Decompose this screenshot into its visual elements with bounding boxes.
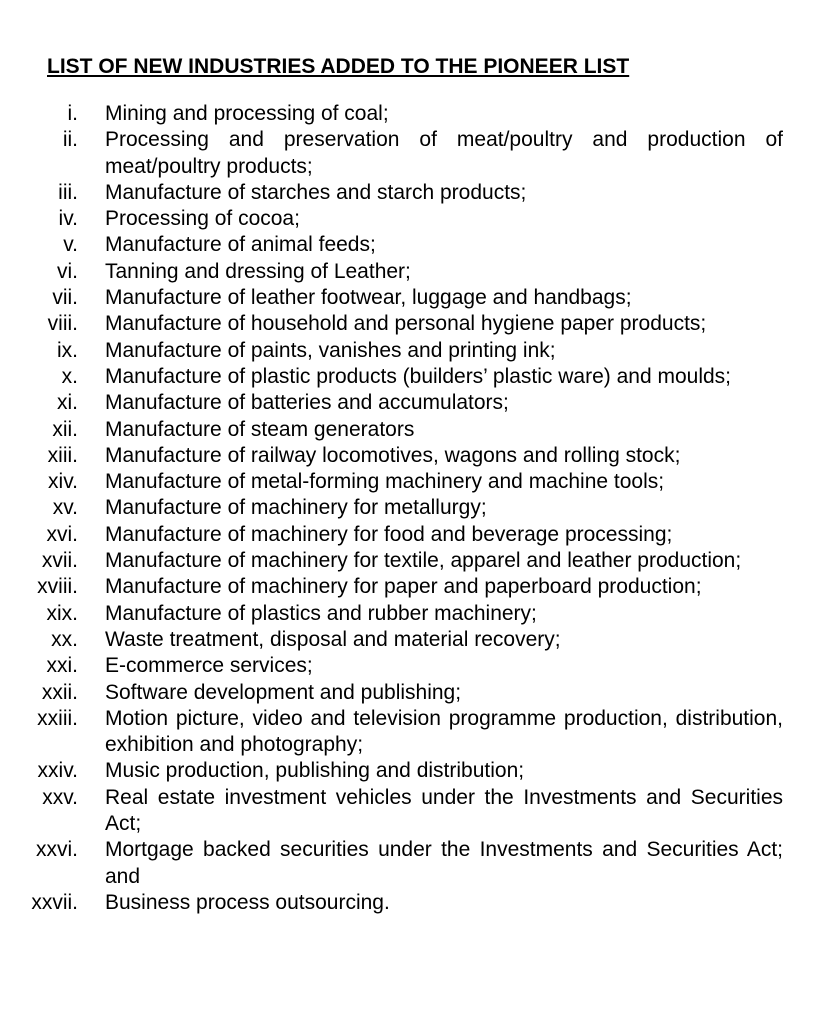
item-number: xxv. (42, 785, 78, 809)
list-item (0, 469, 837, 495)
list-item (0, 495, 837, 521)
item-text: Manufacture of batteries and accumulators; (105, 391, 509, 415)
item-number: xxi. (46, 654, 78, 678)
page-title: LIST OF NEW INDUSTRIES ADDED TO THE PIONEER LIST (47, 55, 630, 78)
item-number: viii. (47, 312, 78, 336)
item-number: xiv. (48, 470, 78, 494)
item-number: ii. (62, 128, 78, 152)
list-item (0, 259, 837, 285)
item-number: xx. (51, 627, 78, 651)
list-item (0, 364, 837, 390)
list-item (0, 548, 837, 574)
item-number: ix. (57, 338, 78, 362)
item-number: xxiv. (37, 759, 78, 783)
list-item (0, 232, 837, 258)
item-text: Mortgage backed securities under the Investments and Securities Act; and (105, 838, 783, 888)
list-item (0, 706, 837, 759)
item-number: xviii. (37, 575, 78, 599)
item-text: Manufacture of leather footwear, luggage and handbags; (105, 286, 632, 310)
item-text: Waste treatment, disposal and material recovery; (105, 627, 561, 651)
item-text: Manufacture of starches and starch products; (105, 180, 527, 204)
item-number: xiii. (47, 443, 78, 467)
list-item (0, 390, 837, 416)
item-text: Motion picture, video and television programme production, distribution, exhibition and photography; (105, 706, 783, 757)
list-item (0, 338, 837, 364)
item-text: Manufacture of machinery for metallurgy; (105, 496, 487, 520)
item-number: iii. (58, 180, 78, 204)
item-number: xv. (52, 496, 78, 520)
item-text: Mining and processing of coal; (105, 102, 389, 125)
list-item (0, 890, 837, 916)
item-text: Manufacture of machinery for textile, apparel and leather production; (105, 549, 742, 573)
item-text: Manufacture of steam generators (105, 417, 415, 441)
item-number: xxii. (41, 680, 78, 704)
item-text: Real estate investment vehicles under the Investments and Securities Act; (105, 785, 783, 836)
item-number: iv. (58, 207, 78, 231)
list-item (0, 127, 837, 180)
list-item (0, 443, 837, 469)
list-item (0, 522, 837, 548)
item-text: Software development and publishing; (105, 680, 462, 704)
item-text: Manufacture of paints, vanishes and printing ink; (105, 338, 556, 362)
list-item (0, 101, 837, 127)
item-text: Manufacture of machinery for paper and paperboard production; (105, 575, 702, 599)
item-number: xii. (52, 417, 78, 441)
item-text: Manufacture of machinery for food and beverage processing; (105, 522, 673, 546)
item-text: Manufacture of plastics and rubber machinery; (105, 601, 537, 625)
list-item (0, 680, 837, 706)
item-number: xxvii. (31, 890, 78, 914)
list-item (0, 601, 837, 627)
item-text: E-commerce services; (105, 654, 313, 678)
item-number: xxvi. (36, 838, 78, 862)
industry-list (0, 101, 837, 916)
list-item (0, 837, 837, 890)
item-text: Processing of cocoa; (105, 207, 300, 231)
item-number: i. (67, 102, 78, 125)
list-item (0, 311, 837, 337)
item-text: Processing and preservation of meat/poultry and production of meat/poultry products; (105, 128, 783, 178)
item-text: Manufacture of household and personal hygiene paper products; (105, 312, 707, 336)
item-text: Manufacture of metal-forming machinery and machine tools; (105, 470, 665, 494)
list-item (0, 285, 837, 311)
list-item (0, 785, 837, 838)
item-number: xi. (57, 391, 78, 415)
item-text: Manufacture of animal feeds; (105, 233, 376, 257)
item-text: Tanning and dressing of Leather; (105, 259, 411, 283)
item-text: Business process outsourcing. (105, 890, 390, 914)
item-number: v. (63, 233, 78, 257)
item-number: vi. (57, 259, 78, 283)
item-text: Manufacture of railway locomotives, wagons and rolling stock; (105, 443, 681, 467)
item-number: xxiii. (37, 706, 78, 730)
item-number: xvii. (41, 549, 78, 573)
item-text: Music production, publishing and distribution; (105, 759, 525, 783)
list-item (0, 206, 837, 232)
item-number: xvi. (46, 522, 78, 546)
list-item (0, 758, 837, 784)
list-item (0, 653, 837, 679)
item-number: xix. (46, 601, 78, 625)
item-number: vii. (52, 286, 78, 310)
list-item (0, 180, 837, 206)
item-text: Manufacture of plastic products (builders’ plastic ware) and moulds; (105, 364, 732, 388)
list-item (0, 627, 837, 653)
list-item (0, 417, 837, 443)
list-item (0, 574, 837, 600)
item-number: x. (61, 364, 78, 388)
